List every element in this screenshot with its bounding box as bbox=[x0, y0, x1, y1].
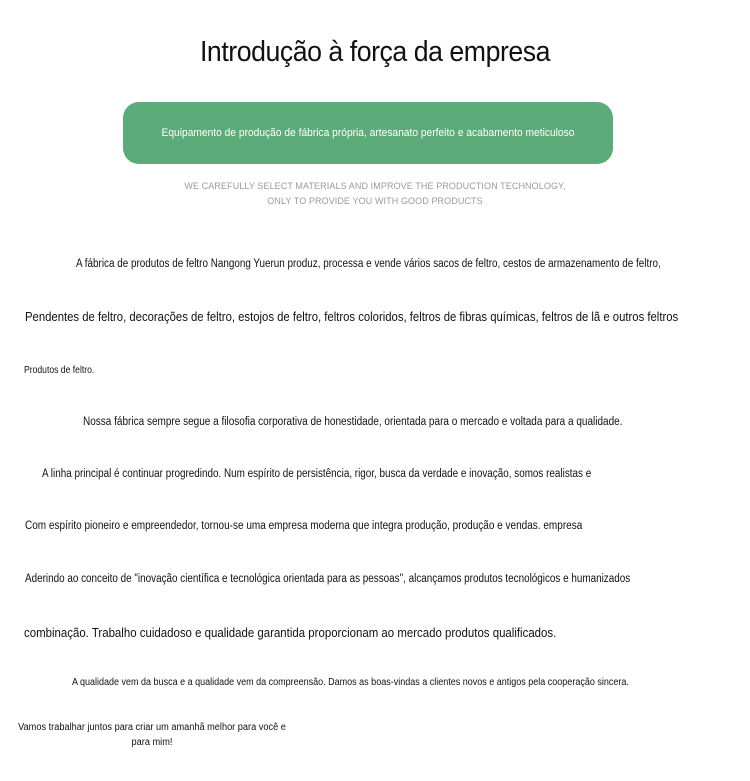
body-line-1: A fábrica de produtos de feltro Nangong Yuerun produz, processa e vende vários sacos de feltro, cestos de armazenamento de feltro, bbox=[76, 258, 661, 270]
body-line-5: A linha principal é continuar progredindo. Num espírito de persistência, rigor, busca da verdade e inovação, somos realistas e bbox=[42, 468, 592, 480]
page-title: Introdução à força da empresa bbox=[199, 36, 551, 68]
subtitle-line-1: WE CAREFULLY SELECT MATERIALS AND IMPROVE THE PRODUCTION TECHNOLOGY, bbox=[184, 181, 566, 191]
body-line-9: A qualidade vem da busca e a qualidade vem da compreensão. Damos as boas-vindas a clientes novos e antigos pela cooperação sincera. bbox=[72, 677, 629, 688]
body-line-4: Nossa fábrica sempre segue a filosofia corporativa de honestidade, orientada para o mercado e voltada para a qualidade. bbox=[83, 416, 623, 428]
subtitle-line-2: ONLY TO PROVIDE YOU WITH GOOD PRODUCTS bbox=[267, 196, 483, 206]
closing-text: Vamos trabalhar juntos para criar um amanhã melhor para você e para mim! bbox=[18, 722, 286, 748]
body-line-8: combinação. Trabalho cuidadoso e qualidade garantida proporcionam ao mercado produtos qualificados. bbox=[24, 625, 557, 640]
banner-text: Equipamento de produção de fábrica própria, artesanato perfeito e acabamento meticuloso bbox=[161, 127, 575, 139]
body-line-7: Aderindo ao conceito de "inovação científica e tecnológica orientada para as pessoas", alcançamos produtos tecnológicos e humanizados bbox=[25, 573, 631, 585]
highlight-banner bbox=[123, 102, 613, 164]
body-line-6: Com espírito pioneiro e empreendedor, tornou-se uma empresa moderna que integra produção, produção e vendas. empresa bbox=[25, 520, 583, 532]
body-line-2: Pendentes de feltro, decorações de feltro, estojos de feltro, feltros coloridos, feltros de fibras químicas, feltros de lã e outros feltros bbox=[25, 309, 679, 324]
body-line-3: Produtos de feltro. bbox=[24, 365, 95, 376]
